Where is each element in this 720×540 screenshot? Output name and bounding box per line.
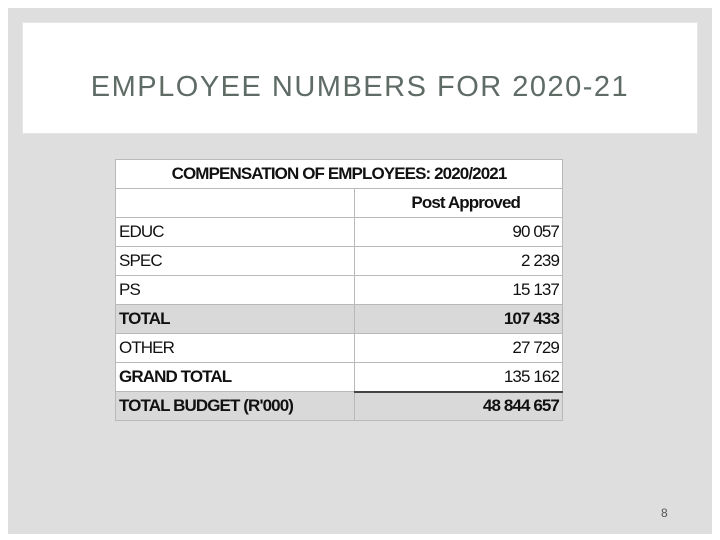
row-label-spec: SPEC	[116, 247, 355, 276]
table-heading: COMPENSATION OF EMPLOYEES: 2020/2021	[116, 160, 563, 189]
table-row-grand-total	[116, 363, 563, 392]
page-number: 8	[661, 506, 668, 520]
row-value-educ: 90 057	[355, 218, 563, 247]
row-value-spec: 2 239	[355, 247, 563, 276]
table-row	[116, 247, 563, 276]
title-box	[22, 22, 698, 134]
compensation-table	[115, 159, 563, 421]
row-value-grand-total: 135 162	[355, 363, 563, 392]
column-header-post-approved: Post Approved	[355, 189, 563, 218]
row-value-other: 27 729	[355, 334, 563, 363]
table-row	[116, 334, 563, 363]
row-label-grand-total: GRAND TOTAL	[116, 363, 355, 392]
row-value-total-budget: 48 844 657	[355, 392, 563, 421]
row-value-ps: 15 137	[355, 276, 563, 305]
table-row-total-budget	[116, 392, 563, 421]
row-label-educ: EDUC	[116, 218, 355, 247]
table-row-total	[116, 305, 563, 334]
row-label-other: OTHER	[116, 334, 355, 363]
slide-title: EMPLOYEE NUMBERS FOR 2020-21	[90, 71, 630, 103]
table-row	[116, 276, 563, 305]
row-label-total-budget: TOTAL BUDGET (R'000)	[116, 392, 355, 421]
row-value-total: 107 433	[355, 305, 563, 334]
slide	[8, 8, 712, 534]
table-row	[116, 218, 563, 247]
table-heading-row	[116, 160, 563, 189]
row-label-ps: PS	[116, 276, 355, 305]
row-label-total: TOTAL	[116, 305, 355, 334]
empty-header-cell	[116, 189, 355, 218]
table-column-header-row	[116, 189, 563, 218]
